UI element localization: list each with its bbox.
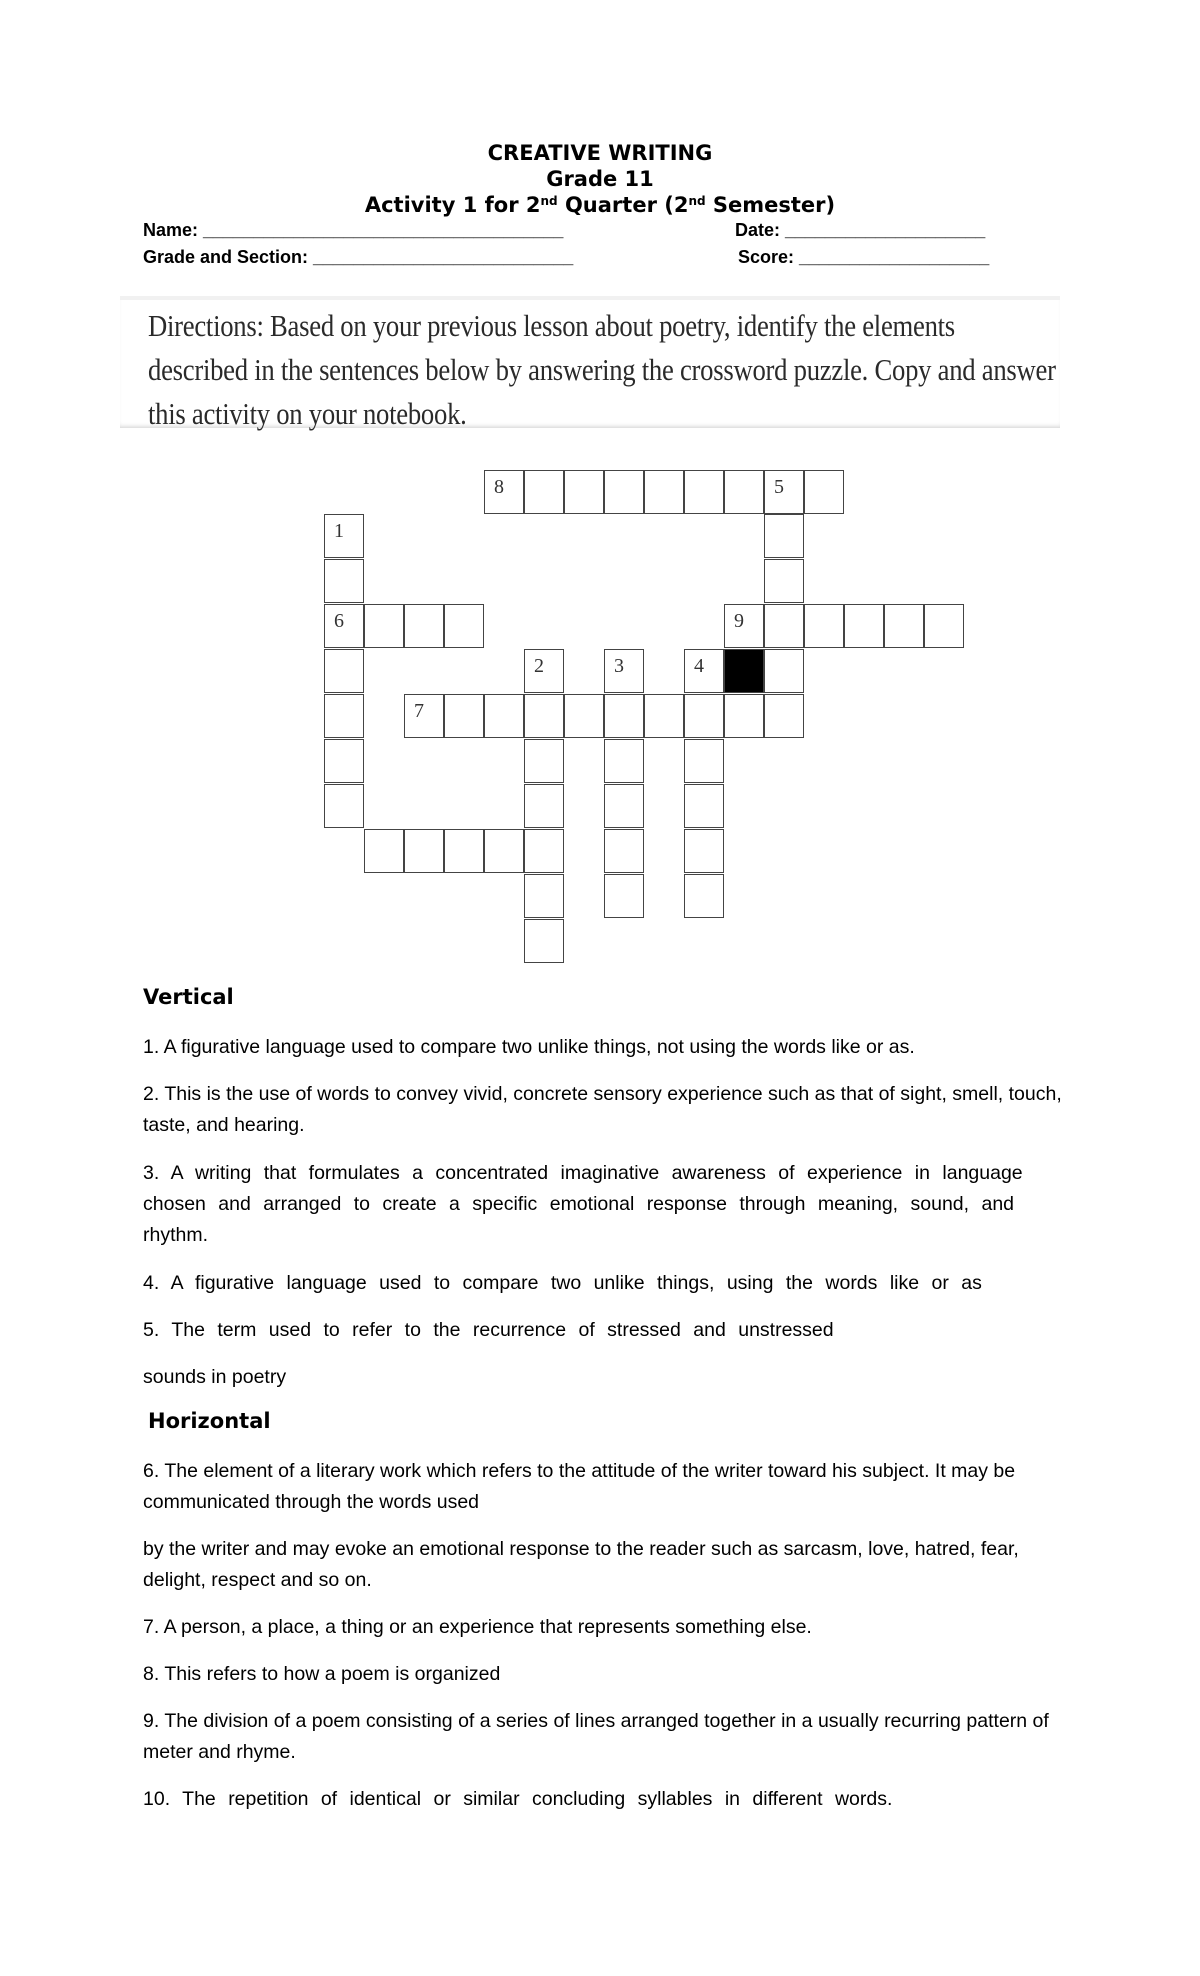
date-field[interactable]: Date: ____________________ xyxy=(735,220,986,240)
crossword-cell[interactable] xyxy=(524,874,564,918)
crossword-cell[interactable] xyxy=(444,694,484,738)
crossword-cell-8[interactable] xyxy=(484,470,524,514)
horizontal-clue-6-cont: by the writer and may evoke an emotional response to the reader such as sarcasm, love, hatred, fear, delight, respect and so on. xyxy=(143,1538,1019,1591)
vertical-clue-5: 5. The term used to refer to the recurrence of stressed and unstressed xyxy=(143,1319,834,1341)
crossword-cell[interactable] xyxy=(804,604,844,648)
grade-title: Grade 11 xyxy=(546,167,654,191)
horizontal-clue-9: 9. The division of a poem consisting of a series of lines arranged together in a usually recurring pattern of meter and rhyme. xyxy=(143,1710,1049,1763)
crossword-cell-1[interactable] xyxy=(324,514,364,558)
vertical-heading: Vertical xyxy=(143,985,234,1009)
horizontal-clue-10: 10. The repetition of identical or similar concluding syllables in different words. xyxy=(143,1788,893,1810)
crossword-cell[interactable] xyxy=(524,919,564,963)
crossword-cell[interactable] xyxy=(524,694,564,738)
crossword-cell[interactable] xyxy=(444,604,484,648)
worksheet-header xyxy=(0,140,1200,218)
crossword-cell[interactable] xyxy=(604,694,644,738)
crossword-cell[interactable] xyxy=(604,470,644,514)
crossword-cell[interactable] xyxy=(844,604,884,648)
crossword-number: 6 xyxy=(334,610,344,632)
horizontal-clue-7: 7. A person, a place, a thing or an experience that represents something else. xyxy=(143,1616,812,1638)
crossword-cell-2[interactable] xyxy=(524,649,564,693)
crossword-cell[interactable] xyxy=(364,604,404,648)
crossword-cell[interactable] xyxy=(324,784,364,828)
directions-text: Directions: Based on your previous lesson about poetry, identify the elements described in the sentences below by answering the crossword puzzle. Copy and answer this activity on your notebook. xyxy=(148,308,1056,431)
crossword-cell[interactable] xyxy=(564,694,604,738)
crossword-cell[interactable] xyxy=(764,559,804,603)
crossword-cell[interactable] xyxy=(684,874,724,918)
crossword-cell[interactable] xyxy=(444,829,484,873)
crossword-cell[interactable] xyxy=(324,559,364,603)
subject-title: CREATIVE WRITING xyxy=(487,141,713,165)
vertical-clue-2: 2. This is the use of words to convey vivid, concrete sensory experience such as that of sight, smell, touch, taste, and hearing. xyxy=(143,1083,1062,1136)
score-field[interactable]: Score: ___________________ xyxy=(738,247,990,267)
crossword-cell[interactable] xyxy=(404,604,444,648)
crossword-cell[interactable] xyxy=(684,470,724,514)
crossword-cell[interactable] xyxy=(524,739,564,783)
crossword-number: 1 xyxy=(334,520,344,542)
crossword-cell[interactable] xyxy=(604,784,644,828)
crossword-number: 7 xyxy=(414,700,424,722)
crossword-cell[interactable] xyxy=(604,874,644,918)
crossword-cell[interactable] xyxy=(644,694,684,738)
crossword-cell-5[interactable] xyxy=(764,470,804,514)
crossword-cell[interactable] xyxy=(764,694,804,738)
crossword-cell[interactable] xyxy=(644,470,684,514)
crossword-cell[interactable] xyxy=(484,829,524,873)
name-field[interactable]: Name: ____________________________________ xyxy=(143,220,564,240)
crossword-cell[interactable] xyxy=(524,784,564,828)
crossword-cell-7[interactable] xyxy=(404,694,444,738)
crossword-black-cell xyxy=(724,649,764,693)
crossword-cell[interactable] xyxy=(724,470,764,514)
crossword-cell[interactable] xyxy=(684,739,724,783)
crossword-cell-6[interactable] xyxy=(324,604,364,648)
crossword-cell[interactable] xyxy=(364,829,404,873)
activity-title: Activity 1 for 2nd Quarter (2nd Semester) xyxy=(364,193,836,217)
crossword-cell[interactable] xyxy=(324,739,364,783)
crossword-cell[interactable] xyxy=(764,514,804,558)
crossword-cell-3[interactable] xyxy=(604,649,644,693)
crossword-cell[interactable] xyxy=(524,470,564,514)
directions-box xyxy=(120,296,1060,431)
crossword-cell[interactable] xyxy=(884,604,924,648)
crossword-cell[interactable] xyxy=(764,604,804,648)
vertical-clue-4: 4. A figurative language used to compare two unlike things, using the words like or as xyxy=(143,1272,982,1294)
crossword-number: 4 xyxy=(694,655,704,677)
crossword-cell[interactable] xyxy=(764,649,804,693)
vertical-clue-3: 3. A writing that formulates a concentrated imaginative awareness of experience in language chosen and arranged to create a specific emotional response through meaning, sound, and rhythm. xyxy=(143,1162,1023,1246)
crossword-cell[interactable] xyxy=(484,694,524,738)
crossword-cell[interactable] xyxy=(564,470,604,514)
crossword-cell-9[interactable] xyxy=(724,604,764,648)
crossword-cell[interactable] xyxy=(404,829,444,873)
horizontal-clue-8: 8. This refers to how a poem is organized xyxy=(143,1663,501,1685)
crossword-cell[interactable] xyxy=(924,604,964,648)
crossword-cell[interactable] xyxy=(604,829,644,873)
horizontal-clue-6: 6. The element of a literary work which refers to the attitude of the writer toward his subject. It may be communicated through the words used xyxy=(143,1460,1016,1513)
crossword-cell[interactable] xyxy=(684,694,724,738)
crossword-cell[interactable] xyxy=(604,739,644,783)
crossword-number: 8 xyxy=(494,476,504,498)
crossword-cell-4[interactable] xyxy=(684,649,724,693)
horizontal-heading: Horizontal xyxy=(148,1409,271,1433)
crossword-cell[interactable] xyxy=(804,470,844,514)
crossword-cell[interactable] xyxy=(324,694,364,738)
crossword-number: 5 xyxy=(774,476,784,498)
crossword-cell[interactable] xyxy=(524,829,564,873)
vertical-clue-1: 1. A figurative language used to compare two unlike things, not using the words like or as. xyxy=(143,1036,915,1058)
crossword-number: 9 xyxy=(734,610,744,632)
grade-section-field[interactable]: Grade and Section: __________________________ xyxy=(143,247,574,267)
crossword-cell[interactable] xyxy=(324,649,364,693)
crossword-number: 3 xyxy=(614,655,624,677)
crossword-cell[interactable] xyxy=(724,694,764,738)
crossword-cell[interactable] xyxy=(684,829,724,873)
crossword-number: 2 xyxy=(534,655,544,677)
crossword-cell[interactable] xyxy=(684,784,724,828)
vertical-clue-5-cont: sounds in poetry xyxy=(143,1366,287,1388)
